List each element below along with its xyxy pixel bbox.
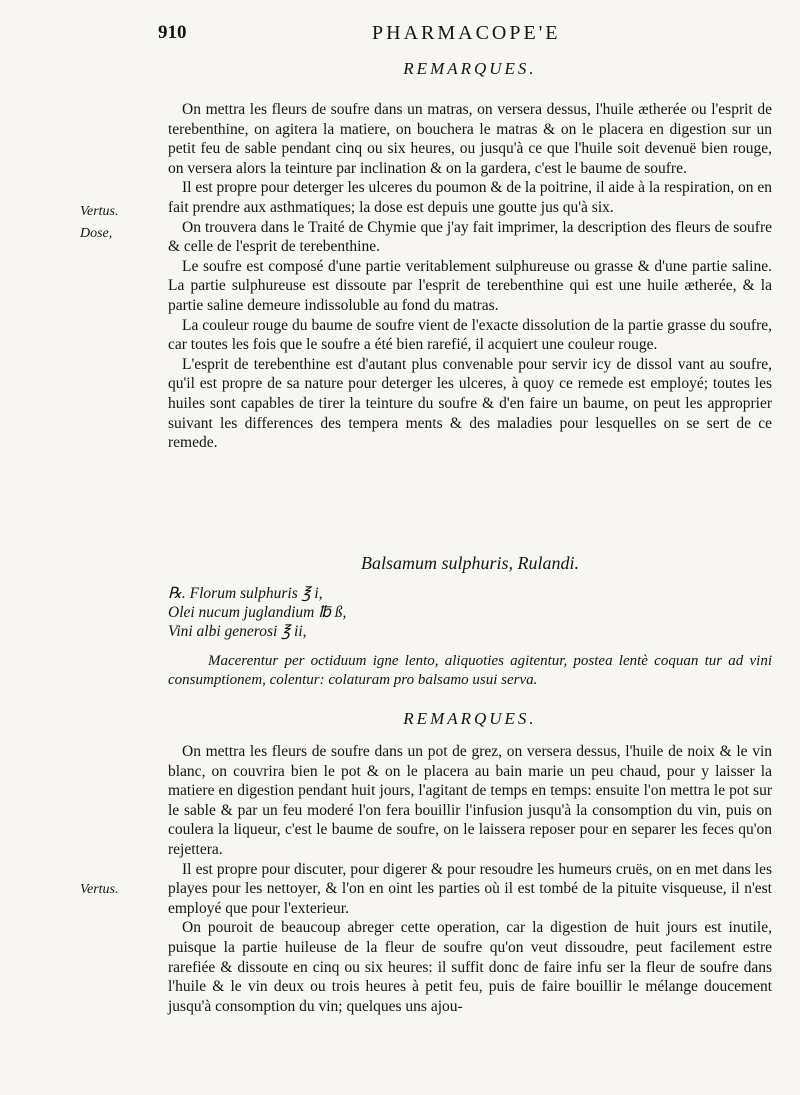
text-line: en temps: ensuite l'on mettra le pot sur le sable & par un feu moderé l'on fera: [168, 782, 772, 819]
text-line: baume de soufre, on le laissera reposer pour en separer les feces qu'on rejettera.: [168, 821, 772, 858]
running-head: PHARMACOPE'E: [372, 22, 561, 44]
text-line: ments & des maladies pour lesquelles on se sert de ce remede.: [168, 414, 772, 452]
text-line: couleur rouge.: [567, 336, 658, 354]
text-line: On pouroit de beaucoup abreger cette operation, car la digestion de huit jours est: [182, 919, 729, 937]
paragraph-2: [168, 178, 772, 217]
paragraph-8: [168, 860, 772, 919]
section-1-text: [168, 100, 772, 453]
text-line: bouillir l'infusion jusqu'à la consomption du vin, puis on coulera la liqueur, c'est le: [168, 801, 772, 839]
text-line: Il est propre pour deterger les ulceres du poumon & de la poitrine, il aide à la: [182, 179, 664, 197]
page-number: 910: [158, 22, 187, 43]
recipe-ingredients: [168, 584, 772, 641]
text-line: noix & le vin blanc, on couvrira bien le pot & on le placera au bain marie un peu: [168, 743, 772, 780]
ingredient-line: Vini albi generosi ℥ ii,: [168, 623, 307, 640]
text-line: Macerentur per octiduum igne lento, aliquoties agitentur, postea lentè coquan: [208, 653, 699, 669]
text-line: partie saline. La partie sulphureuse est dissoute par l'esprit de terebenthine qui est une: [168, 257, 772, 295]
paragraph-7: [168, 742, 772, 860]
text-line: L'esprit de terebenthine est d'autant plus convenable pour servir icy de dissol: [182, 355, 673, 373]
ingredient-line: ℞. Florum sulphuris ℥ i,: [168, 585, 323, 602]
margin-note-vertus-2: Vertus.: [80, 882, 119, 897]
text-line: grasse du soufre, car toutes les fois que le soufre a été bien rarefié, il acquiert une: [168, 316, 772, 354]
text-line: Le soufre est composé d'une partie veritablement sulphureuse ou grasse & d'une: [182, 257, 693, 275]
recipe-instructions: [168, 652, 772, 690]
text-line: ser la fleur de soufre dans l'huile & le vin deux ou trois heures à petit feu, puis de: [168, 958, 772, 996]
text-line: ou l'esprit de terebenthine, on agitera la matiere, on bouchera le matras & on le: [168, 101, 772, 138]
text-line: facilement estre rarefiée & dissoute en cinq ou six heures: il suffit donc de faire infu: [168, 938, 773, 976]
text-line: fleurs de soufre & celle de l'esprit de terebenthine.: [168, 218, 772, 256]
text-line: chaud, pour y laisser la matiere en digestion pendant huit jours, l'agitant de temps: [168, 762, 772, 800]
text-line: d'en faire un baume, on peut les approprier suivant les differences des tempera: [168, 394, 772, 432]
text-line: ce que l'huile soit devenuë bien rouge, on versera alors la teinture par inclination &: [168, 140, 772, 177]
paragraph-6: [168, 355, 772, 453]
section-2-text: [168, 742, 772, 1016]
text-line: La couleur rouge du baume de soufre vient de l'exacte dissolution de la partie: [182, 316, 668, 334]
text-line: On trouvera dans le Traité de Chymie que j'ay fait imprimer, la description des: [182, 218, 676, 236]
paragraph-1: [168, 100, 772, 178]
paragraph-4: [168, 257, 772, 316]
section-heading-1: REMARQUES.: [403, 59, 537, 78]
text-line: huile ætherée, & la partie saline demeure indissoluble au fond du matras.: [168, 277, 772, 314]
text-line: faire bouillir le mélange doucement jusqu'à consomption du vin; quelques uns ajou-: [168, 978, 773, 1015]
text-line: tur ad vini consumptionem, colentur: colaturam pro balsamo usui serva.: [168, 653, 772, 688]
text-line: placera en digestion sur un petit feu de sable pendant cinq ou six heures, ou jusqu'à: [168, 120, 773, 158]
text-line: On mettra les fleurs de soufre dans un pot de grez, on versera dessus, l'huile de: [182, 743, 688, 760]
paragraph-9: [168, 918, 772, 1016]
text-line: remede est employé; toutes les huiles sont capables de tirer la teinture du soufre &: [168, 375, 772, 412]
text-line: vant au soufre, qu'il est propre de sa nature pour deterger les ulceres, à quoy ce: [168, 355, 773, 393]
margin-note-dose: Dose,: [80, 226, 113, 241]
text-line: en met dans les playes pour les nettoyer, & l'on en oint les parties où il est tombé: [168, 860, 772, 898]
recipe-title: Balsamum sulphuris, Rulandi.: [360, 553, 579, 573]
text-line: respiration, on en fait prendre aux asthmatiques; la dose est depuis une goutte jus: [168, 179, 772, 216]
text-line: Il est propre pour discuter, pour digerer & pour resoudre les humeurs cruës, on: [182, 860, 677, 878]
margin-note-vertus: Vertus.: [80, 204, 119, 219]
text-line: de la pituite visqueuse, il n'est employé que pour l'exterieur.: [168, 880, 772, 917]
recipe-instruction-text: [168, 652, 772, 690]
paragraph-5: [168, 316, 772, 355]
page-header: [0, 22, 800, 52]
text-line: inutile, puisque la partie huileuse de la fleur de soufre qu'on veut dissoudre, peut: [168, 919, 772, 956]
paragraph-3: [168, 218, 772, 257]
ingredient-line: Olei nucum juglandium ℔ ß,: [168, 604, 347, 621]
text-line: qu'à six.: [562, 198, 614, 216]
text-line: on la gardera, c'est le baume de soufre.: [446, 159, 687, 177]
section-heading-2: REMARQUES.: [403, 709, 537, 728]
text-line: On mettra les fleurs de soufre dans un matras, on versera dessus, l'huile ætherée: [182, 101, 692, 118]
